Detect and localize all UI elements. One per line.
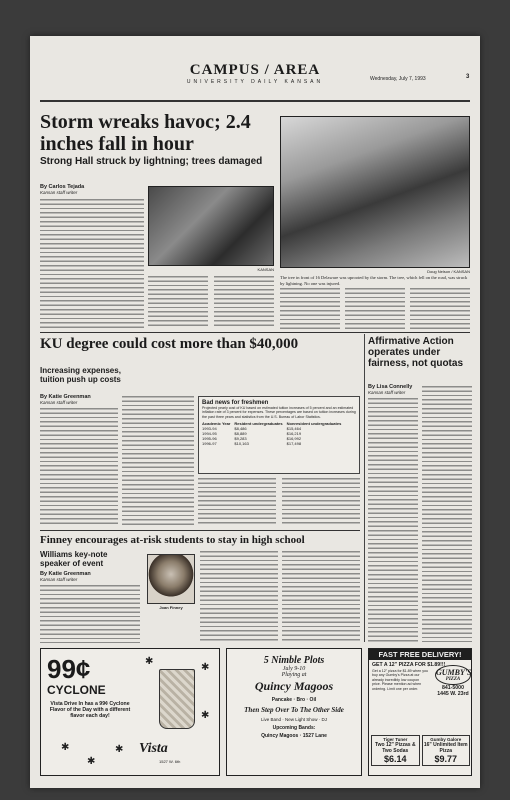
tuition-box-title: Bad news for freshmen <box>202 400 269 406</box>
storm-body-col3 <box>214 276 274 329</box>
storm-photo-tree <box>280 116 470 268</box>
column-divider <box>364 334 365 642</box>
cyclone-name: CYCLONE <box>47 683 106 697</box>
star-icon: ✱ <box>201 662 210 673</box>
table-row <box>202 441 345 446</box>
table-cell: $10,163 <box>234 440 249 446</box>
star-icon: ✱ <box>61 742 70 753</box>
newspaper-page <box>30 36 480 788</box>
storm-subhead: Strong Hall struck by lightning; trees damaged <box>40 156 263 167</box>
gumbys-logo-name: GUMBY'S <box>436 668 472 677</box>
deal-price: $6.14 <box>383 754 407 764</box>
storm-photo2-caption: The tree in front of 16 Delaware was uprooted by the storm. The tree, which fell on the road, was struck by lightning. No one was injured. <box>280 275 468 286</box>
gumbys-logo-block <box>435 665 471 697</box>
storm-body-col4 <box>280 288 340 329</box>
table-cell: 1996-97 <box>202 440 217 446</box>
storm-headline: Storm wreaks havoc; 2.4 inches fall in hour <box>40 111 251 155</box>
finney-headline: Finney encourages at-risk students to stay in high school <box>40 534 305 546</box>
star-icon: ✱ <box>201 710 210 721</box>
gumbys-address: 1445 W. 23rd <box>437 691 469 697</box>
tuition-table <box>202 421 345 446</box>
star-icon: ✱ <box>115 744 124 755</box>
storm-byline: By Carlos Tejada <box>40 184 85 190</box>
finney-body-col1 <box>40 585 140 643</box>
storm-photo-hall <box>148 186 274 266</box>
ku-body-col3 <box>198 478 276 526</box>
aff-headline: Affirmative Action operates under fairness, not quotas <box>368 336 464 369</box>
vista-cyclone-ad <box>40 648 220 776</box>
storm-byline-role: Kansan staff writer <box>40 190 78 195</box>
table-cell: $15,464 <box>286 425 302 431</box>
cyclone-description: Vista Drive In has a 99¢ Cyclone Flavor of the Day with a different flavor each day! <box>49 701 131 719</box>
table-cell: $8,486 <box>234 425 247 431</box>
ku-headline: KU degree could cost more than $40,000 <box>40 336 299 352</box>
finney-byline-role: Kansan staff writer <box>40 577 78 582</box>
tuition-col-resident: Resident undergraduates <box>234 420 283 426</box>
vista-address: 1527 W. 6th <box>159 759 181 764</box>
ku-byline: By Katie Greenman <box>40 394 91 400</box>
storm-photo1-credit: KANSAN <box>257 267 274 272</box>
cyclone-price: 99¢ <box>47 654 91 684</box>
masthead-rule <box>40 100 470 102</box>
finney-portrait-caption: Joan Finney <box>159 605 183 610</box>
ku-body-col4 <box>282 478 360 526</box>
aff-body-col1 <box>368 398 418 642</box>
cyclone-cup-illustration <box>159 669 195 729</box>
event-tagline: Then Step Over To The Other Side <box>244 706 344 714</box>
event-side: Live Band · New Light Show · DJ <box>260 717 328 722</box>
gumbys-logo-sub: PIZZA <box>445 677 461 682</box>
deal-name: Tiger Tuner <box>383 737 408 742</box>
finney-byline-block <box>40 571 125 582</box>
storm-body-col5 <box>345 288 405 329</box>
star-icon: ✱ <box>87 756 96 767</box>
aff-byline-role: Kansan staff writer <box>368 390 406 395</box>
tuition-cost-box <box>198 396 360 474</box>
table-cell: $16,992 <box>286 435 302 441</box>
gumbys-pizza-ad <box>368 648 472 776</box>
publication-name: UNIVERSITY DAILY KANSAN <box>186 79 324 85</box>
deal-name: Gumby Galore <box>430 737 462 742</box>
event-playing-at: Playing at <box>281 672 307 678</box>
ku-body-col2 <box>122 396 194 526</box>
section-title: CAMPUS / AREA <box>189 62 321 78</box>
storm-photo2-credit: Doug Nelson / KANSAN <box>427 269 470 274</box>
finney-body-col2 <box>200 551 278 643</box>
gumbys-phone: 841-5000 <box>442 685 464 691</box>
ku-byline-role: Kansan staff writer <box>40 400 78 405</box>
quincy-magoos-ad <box>226 648 362 776</box>
aff-byline: By Lisa Connelly <box>368 384 413 390</box>
table-cell: 1995-96 <box>202 435 217 441</box>
deal-item: Two 12" Pizzas & Two Sodas <box>374 742 416 754</box>
ku-subhead: Increasing expenses, tuition push up costs <box>40 366 121 384</box>
table-cell: $9,283 <box>234 435 247 441</box>
finney-portrait-photo <box>147 554 195 604</box>
storm-byline-block <box>40 184 144 195</box>
section-rule <box>40 332 470 333</box>
table-cell: 1994-95 <box>202 430 217 436</box>
table-cell: $17,498 <box>286 440 302 446</box>
aff-body-col2 <box>422 386 472 642</box>
tuition-col-nonresident: Nonresident undergraduates <box>286 420 342 426</box>
tuition-col-year: Academic Year <box>202 420 231 426</box>
event-bands: Pancake · Bro · Oil <box>271 697 317 703</box>
issue-date: Wednesday, July 7, 1993 <box>370 76 426 82</box>
tuition-table-header <box>202 421 345 426</box>
event-venue: Quincy Magoos <box>254 679 334 693</box>
storm-body-col6 <box>410 288 470 329</box>
table-cell: $8,889 <box>234 430 247 436</box>
section-rule <box>40 530 360 531</box>
ku-body-col1 <box>40 408 118 526</box>
page-number: 3 <box>466 74 470 80</box>
deal-gumby-galore <box>422 735 471 766</box>
deal-price: $9.77 <box>434 754 458 764</box>
storm-body-col1 <box>40 199 144 329</box>
pizza-offer-title: GET A 12" PIZZA FOR $1.89!!! <box>372 662 446 668</box>
table-cell: $16,219 <box>286 430 302 436</box>
gumbys-logo <box>435 665 471 685</box>
vista-logo: Vista <box>139 741 168 756</box>
finney-byline: By Katie Greenman <box>40 571 91 577</box>
deal-tiger-tuner <box>371 735 420 766</box>
event-upcoming: Upcoming Bands: <box>272 725 316 731</box>
fast-delivery-header: FAST FREE DELIVERY! <box>369 649 471 660</box>
pizza-deals <box>371 735 470 766</box>
event-venue-address: Quincy Magoos · 1527 Lane <box>261 733 327 739</box>
tuition-box-subtitle: Projected yearly cost of KU based on estimated tuition increases of 5 percent and an estimated inflation rate of 3 percent for expenses. These percentages are based on tuition increases during the past three years and statistics from the U.S. Bureau of Labor Statistics. <box>202 406 356 419</box>
event-title: 5 Nimble Plots <box>263 655 325 666</box>
deal-item: 16" Unlimited Item Pizza <box>423 742 468 754</box>
finney-subhead: Williams key-note speaker of event <box>40 550 108 568</box>
pizza-offer-text: Get a 12" pizza for $1.89 when you buy any Gumby's Pizza at our already incredibly low coupon price. Please mention ad when ordering. Limit one per order. <box>372 669 429 691</box>
table-cell: 1993-94 <box>202 425 217 431</box>
star-icon: ✱ <box>145 656 154 667</box>
ku-byline-block <box>40 394 125 405</box>
finney-body-col3 <box>282 551 360 643</box>
storm-body-col2 <box>148 276 208 329</box>
event-dates: July 9-10 <box>282 666 306 672</box>
